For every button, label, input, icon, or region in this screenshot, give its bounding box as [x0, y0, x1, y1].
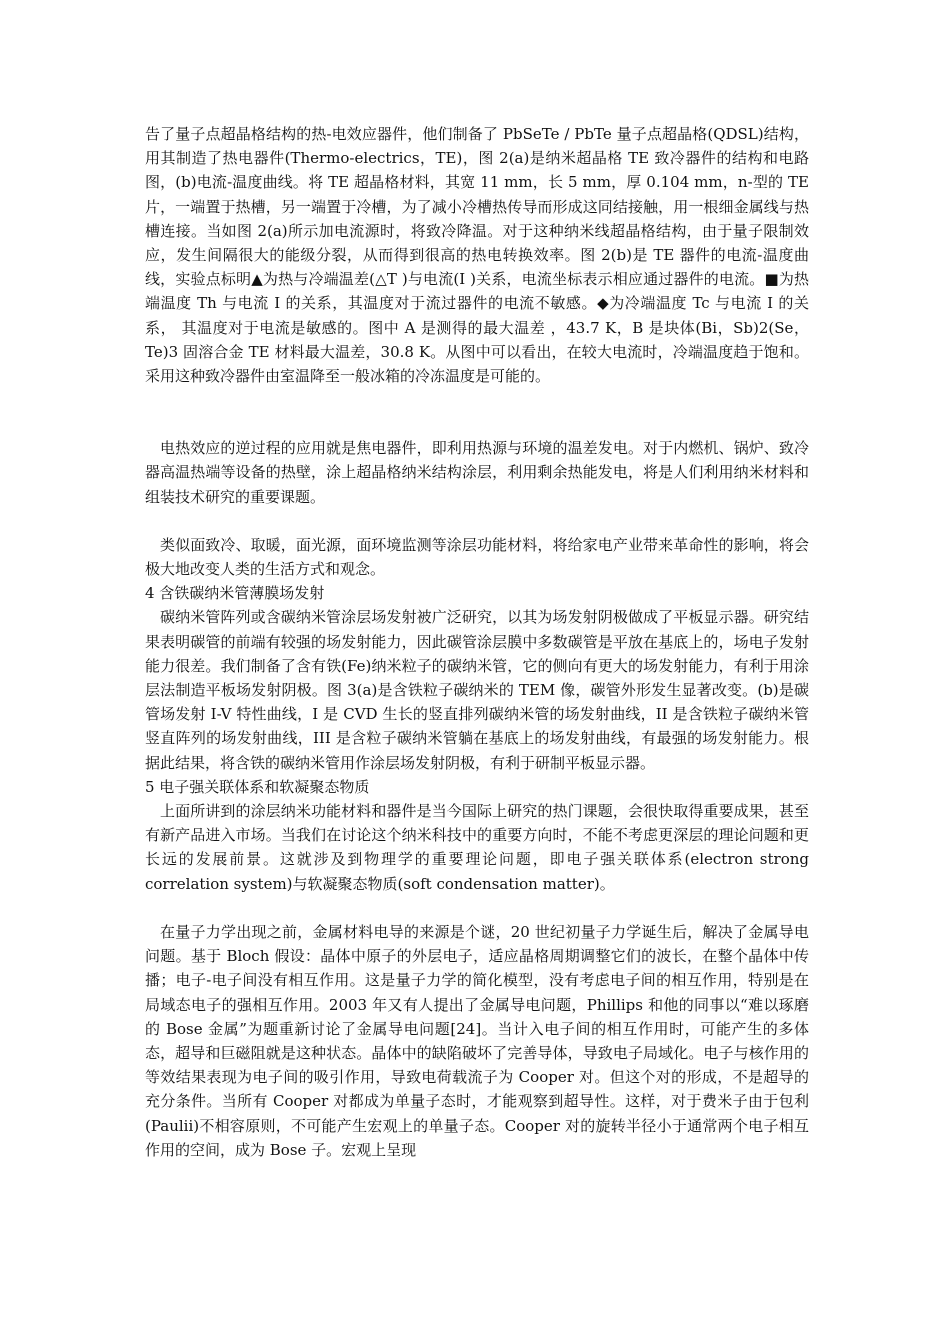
- paragraph-spacer: [145, 896, 809, 920]
- paragraph-spacer: [145, 388, 809, 412]
- paragraph-spacer: [145, 412, 809, 436]
- paragraph-spacer: [145, 509, 809, 533]
- document-body: [145, 122, 809, 1162]
- paragraph-strong-correlation: 上面所讲到的涂层纳米功能材料和器件是当今国际上研究的热门课题，会很快取得重要成果，甚至有新产品进入市场。当我们在讨论这个纳米科技中的重要方向时，不能不考虑更深层的理论问题和更长远的发展前景。这就涉及到物理学的重要理论问题，即电子强关联体系(electron strong correlation system)与软凝聚态物质(soft condensation matter)。: [145, 802, 809, 893]
- paragraph-qdsl-thermoelectric: 告了量子点超晶格结构的热-电效应器件，他们制备了 PbSeTe / PbTe 量子点超晶格(QDSL)结构，用其制造了热电器件(Thermo-electrics，TE)，图 2(a)是纳米超晶格 TE 致冷器件的结构和电路图，(b)电流-温度曲线。将 TE 超晶格材料，其宽 11 mm，长 5 mm，厚 0.104 mm，n-型的 TE 片，一端置于热槽，另一端置于冷槽，为了减小冷槽热传导而形成这同结接触，用一根细金属线与热槽连接。当如图 2(a)所示加电流源时，将致冷降温。对于这种纳米线超晶格结构，由于量子限制效应，发生间隔很大的能级分裂，从而得到很高的热电转换效率。图 2(b)是 TE 器件的电流-温度曲线，实验点标明▲为热与冷端温差(△T )与电流(I )关系，电流坐标表示相应通过器件的电流。■为热端温度 Th 与电流 I 的关系，其温度对于流过器件的电流不敏感。◆为冷端温度 Tc 与电流 I 的关系， 其温度对于电流是敏感的。图中 A 是测得的最大温差 ，43.7 K，B 是块体(Bi，Sb)2(Se，Te)3 固溶合金 TE 材料最大温差，30.8 K。从图中可以看出，在较大电流时，冷端温度趋于饱和。采用这种致冷器件由室温降至一般冰箱的冷冻温度是可能的。: [145, 125, 809, 386]
- paragraph-field-emission: 碳纳米管阵列或含碳纳米管涂层场发射被广泛研究，以其为场发射阴极做成了平板显示器。研究结果表明碳管的前端有较强的场发射能力，因此碳管涂层膜中多数碳管是平放在基底上的，场电子发射能力很差。我们制备了含有铁(Fe)纳米粒子的碳纳米管，它的侧向有更大的场发射能力，有利于用涂层法制造平板场发射阴极。图 3(a)是含铁粒子碳纳米的 TEM 像，碳管外形发生显著改变。(b)是碳管场发射 I-V 特性曲线，I 是 CVD 生长的竖直排列碳纳米管的场发射曲线，II 是含铁粒子碳纳米管竖直阵列的场发射曲线，III 是含粒子碳纳米管躺在基底上的场发射曲线，有最强的场发射能力。根据此结果，将含铁的碳纳米管用作涂层场发射阴极，有利于研制平板显示器。: [145, 608, 809, 772]
- section-heading-4: 4 含铁碳纳米管薄膜场发射: [145, 584, 325, 603]
- paragraph-metal-conductivity: 在量子力学出现之前，金属材料电导的来源是个谜，20 世纪初量子力学诞生后，解决了金属导电问题。基于 Bloch 假设：晶体中原子的外层电子，适应晶格周期调整它们的波长，在整个晶体中传播；电子-电子间没有相互作用。这是量子力学的简化模型，没有考虑电子间的相互作用，特别是在局域态电子的强相互作用。2003 年又有人提出了金属导电问题，Phillips 和他的同事以“难以琢磨的 Bose 金属”为题重新讨论了金属导电问题[24]。当计入电子间的相互作用时，可能产生的多体态，超导和巨磁阻就是这种状态。晶体中的缺陷破坏了完善导体，导致电子局域化。电子与核作用的等效结果表现为电子间的吸引作用，导致电荷载流子为 Cooper 对。但这个对的形成，不是超导的充分条件。当所有 Cooper 对都成为单量子态时，才能观察到超导性。这样，对于费米子由于包利(Paulii)不相容原则，不可能产生宏观上的单量子态。Cooper 对的旋转半径小于通常两个电子相互作用的空间，成为 Bose 子。宏观上呈现: [145, 922, 809, 1159]
- section-heading-5: 5 电子强关联体系和软凝聚态物质: [145, 777, 370, 796]
- paragraph-pyroelectric: 电热效应的逆过程的应用就是焦电器件，即利用热源与环境的温差发电。对于内燃机、锅炉、致冷器高温热端等设备的热壁，涂上超晶格纳米结构涂层，利用剩余热能发电，将是人们利用纳米材料和组装技术研究的重要课题。: [145, 439, 809, 506]
- paragraph-coating-applications: 类似面致冷、取暖，面光源，面环境监测等涂层功能材料，将给家电产业带来革命性的影响，将会极大地改变人类的生活方式和观念。: [145, 535, 809, 579]
